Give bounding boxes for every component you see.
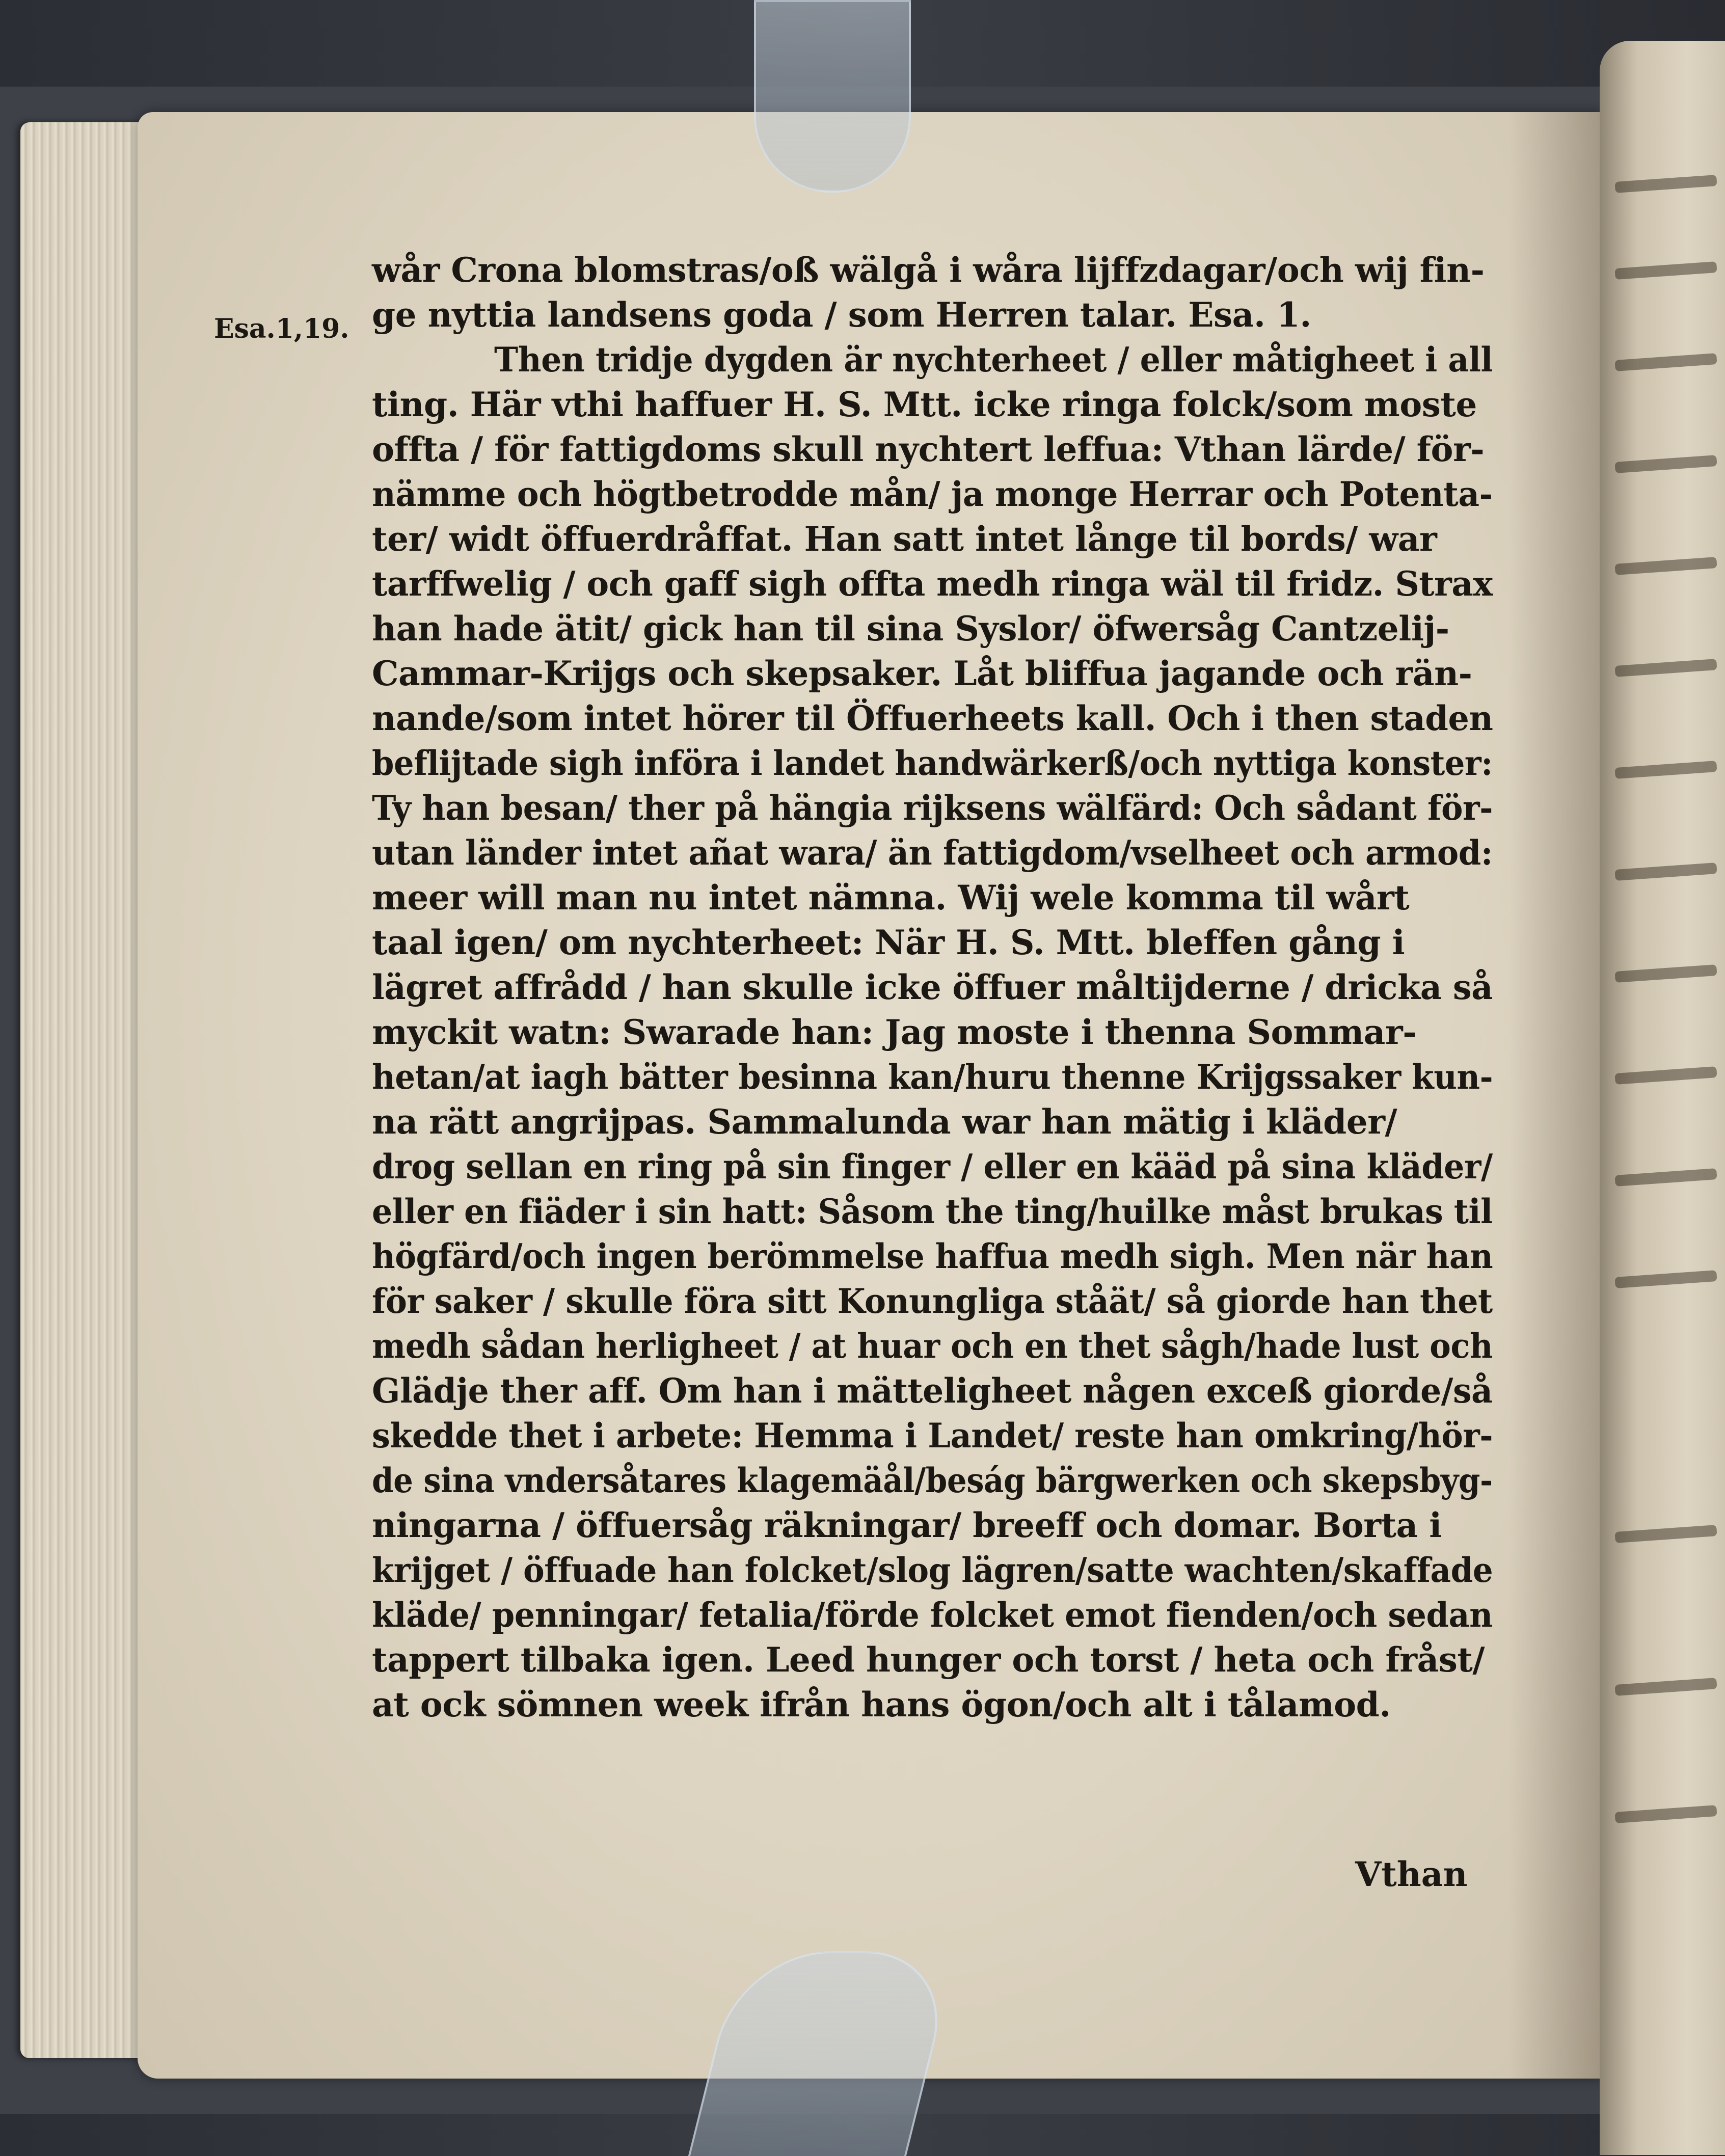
text-line: de sina vndersåtares klagemäål/beság bärgwerken och skepsbyg- [372,1461,1493,1500]
text-line: meer will man nu intet nämna. Wij wele komma til wårt [372,878,1410,918]
catchword: Vthan [1355,1854,1468,1894]
text-line: ting. Här vthi haffuer H. S. Mtt. icke ringa folck/som moste [372,385,1477,424]
text-line: högfärd/och ingen berömmelse haffua medh sigh. Men när han [372,1236,1493,1276]
text-line: at ock sömnen week ifrån hans ögon/och alt i tålamod. [372,1685,1391,1724]
text-line: beflijtade sigh införa i landet handwärkerß/och nyttiga konster: [372,743,1493,783]
text-line: nämme och högtbetrodde mån/ ja monge Herrar och Potenta- [372,474,1493,514]
text-line: Glädje ther aff. Om han i mätteligheet någen exceß giorde/så [372,1371,1493,1411]
text-line: han hade ätit/ gick han til sina Syslor/ öfwersåg Cantzelij- [372,609,1449,649]
text-line: Cammar-Krijgs och skepsaker. Låt bliffua jagande och rän- [372,654,1472,693]
text-line: drog sellan en ring på sin finger / eller en kääd på sina kläder/ [372,1147,1493,1187]
text-line: medh sådan herligheet / at huar och en thet sågh/hade lust och [372,1326,1493,1366]
text-line: tappert tilbaka igen. Leed hunger och torst / heta och fråst/ [372,1640,1485,1680]
text-line: ge nyttia landsens goda / som Herren talar. Esa. 1. [372,295,1311,335]
text-line: ter/ widt öffuerdråffat. Han satt intet långe til bords/ war [372,519,1437,559]
text-line: krijget / öffuade han folcket/slog lägren/satte wachten/skaffade [372,1550,1493,1590]
text-line: kläde/ penningar/ fetalia/förde folcket emot fienden/och sedan [372,1595,1493,1635]
text-line: offta / för fattigdoms skull nychtert leffua: Vthan lärde/ för- [372,429,1485,469]
text-line: Ty han besan/ ther på hängia rijksens wälfärd: Och sådant för- [372,788,1493,828]
text-line: taal igen/ om nychterheet: När H. S. Mtt. bleffen gång i [372,923,1405,962]
text-line: nande/som intet hörer til Öffuerheets kall. Och i then staden [372,698,1493,738]
text-line: myckit watn: Swarade han: Jag moste i thenna Sommar- [372,1012,1417,1052]
text-line: eller en fiäder i sin hatt: Såsom the ting/huilke måst brukas til [372,1192,1493,1231]
text-line: skedde thet i arbete: Hemma i Landet/ reste han omkring/hör- [372,1416,1493,1456]
text-line: för saker / skulle föra sitt Konungliga ståät/ så giorde han thet [372,1281,1493,1321]
book-clip-top [754,0,911,193]
text-line: utan länder intet añat wara/ än fattigdom/vselheet och armod: [372,833,1493,873]
text-line: lägret affrådd / han skulle icke öffuer måltijderne / dricka så [372,967,1493,1007]
text-line: hetan/at iagh bätter besinna kan/huru thenne Krijgssaker kun- [372,1057,1493,1097]
text-line: Then tridje dygden är nychterheet / eller måtigheet i all [494,340,1493,380]
text-line: na rätt angrijpas. Sammalunda war han mätig i kläder/ [372,1102,1397,1142]
text-line: wår Crona blomstras/oß wälgå i wåra lijffzdagar/och wij fin- [372,250,1485,290]
text-line: ningarna / öffuersåg räkningar/ breeff och domar. Borta i [372,1505,1442,1545]
text-line: tarffwelig / och gaff sigh offta medh ringa wäl til fridz. Strax [372,564,1493,604]
margin-note: Esa.1,19. [214,313,349,344]
gutter-shadow [1508,112,1605,2079]
